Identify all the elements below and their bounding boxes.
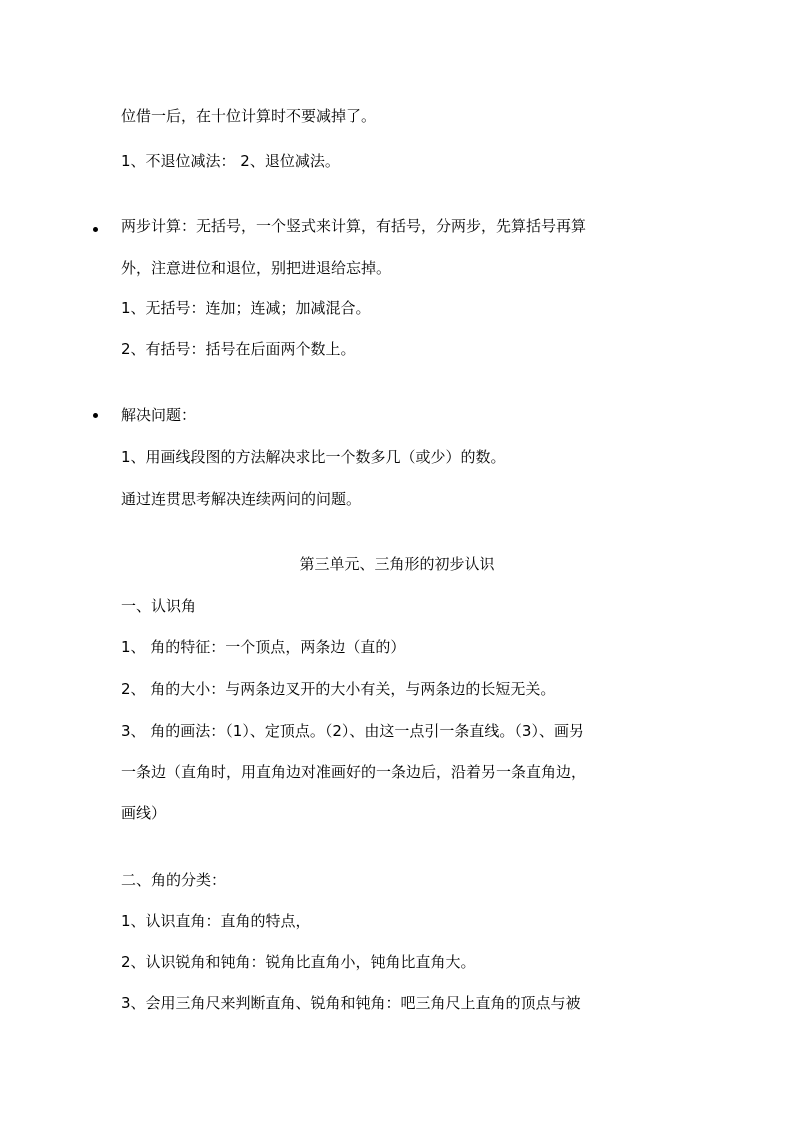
text-line: 解决问题： xyxy=(121,406,197,424)
text-line: 3、会用三角尺来判断直角、锐角和钝角：吧三角尺上直角的顶点与被 xyxy=(121,994,581,1012)
text-line: 位借一后，在十位计算时不要减掉了。 xyxy=(121,107,377,125)
text-line: 3、 角的画法：（1）、定顶点。（2）、由这一点引一条直线。（3）、画另 xyxy=(121,722,584,740)
text-line: 1、 角的特征：一个顶点，两条边（直的） xyxy=(121,638,406,656)
bullet-icon xyxy=(93,413,98,418)
text-line: 两步计算：无括号，一个竖式来计算，有括号，分两步，先算括号再算 xyxy=(121,217,587,235)
text-line: 2、认识锐角和钝角：锐角比直角小，钝角比直角大。 xyxy=(121,953,476,971)
text-line: 二、角的分类： xyxy=(121,871,227,889)
text-line: 2、有括号：括号在后面两个数上。 xyxy=(121,340,356,358)
text-line: 1、用画线段图的方法解决求比一个数多几（或少）的数。 xyxy=(121,448,506,466)
text-line: 2、 角的大小：与两条边叉开的大小有关，与两条边的长短无关。 xyxy=(121,680,556,698)
text-line: 1、无括号：连加；连减；加减混合。 xyxy=(121,299,371,317)
text-line: 一、认识角 xyxy=(121,597,197,615)
text-line: 外，注意进位和退位，别把进退给忘掉。 xyxy=(121,259,392,277)
section-heading: 第三单元、三角形的初步认识 xyxy=(299,555,495,573)
bullet-icon xyxy=(93,227,98,232)
text-line: 一条边（直角时，用直角边对准画好的一条边后，沿着另一条直角边， xyxy=(121,763,587,781)
text-line: 画线） xyxy=(121,804,167,822)
text-line: 1、不退位减法： 2、退位减法。 xyxy=(121,152,340,170)
text-line: 通过连贯思考解决连续两问的问题。 xyxy=(121,490,362,508)
text-line: 1、认识直角：直角的特点， xyxy=(121,912,311,930)
